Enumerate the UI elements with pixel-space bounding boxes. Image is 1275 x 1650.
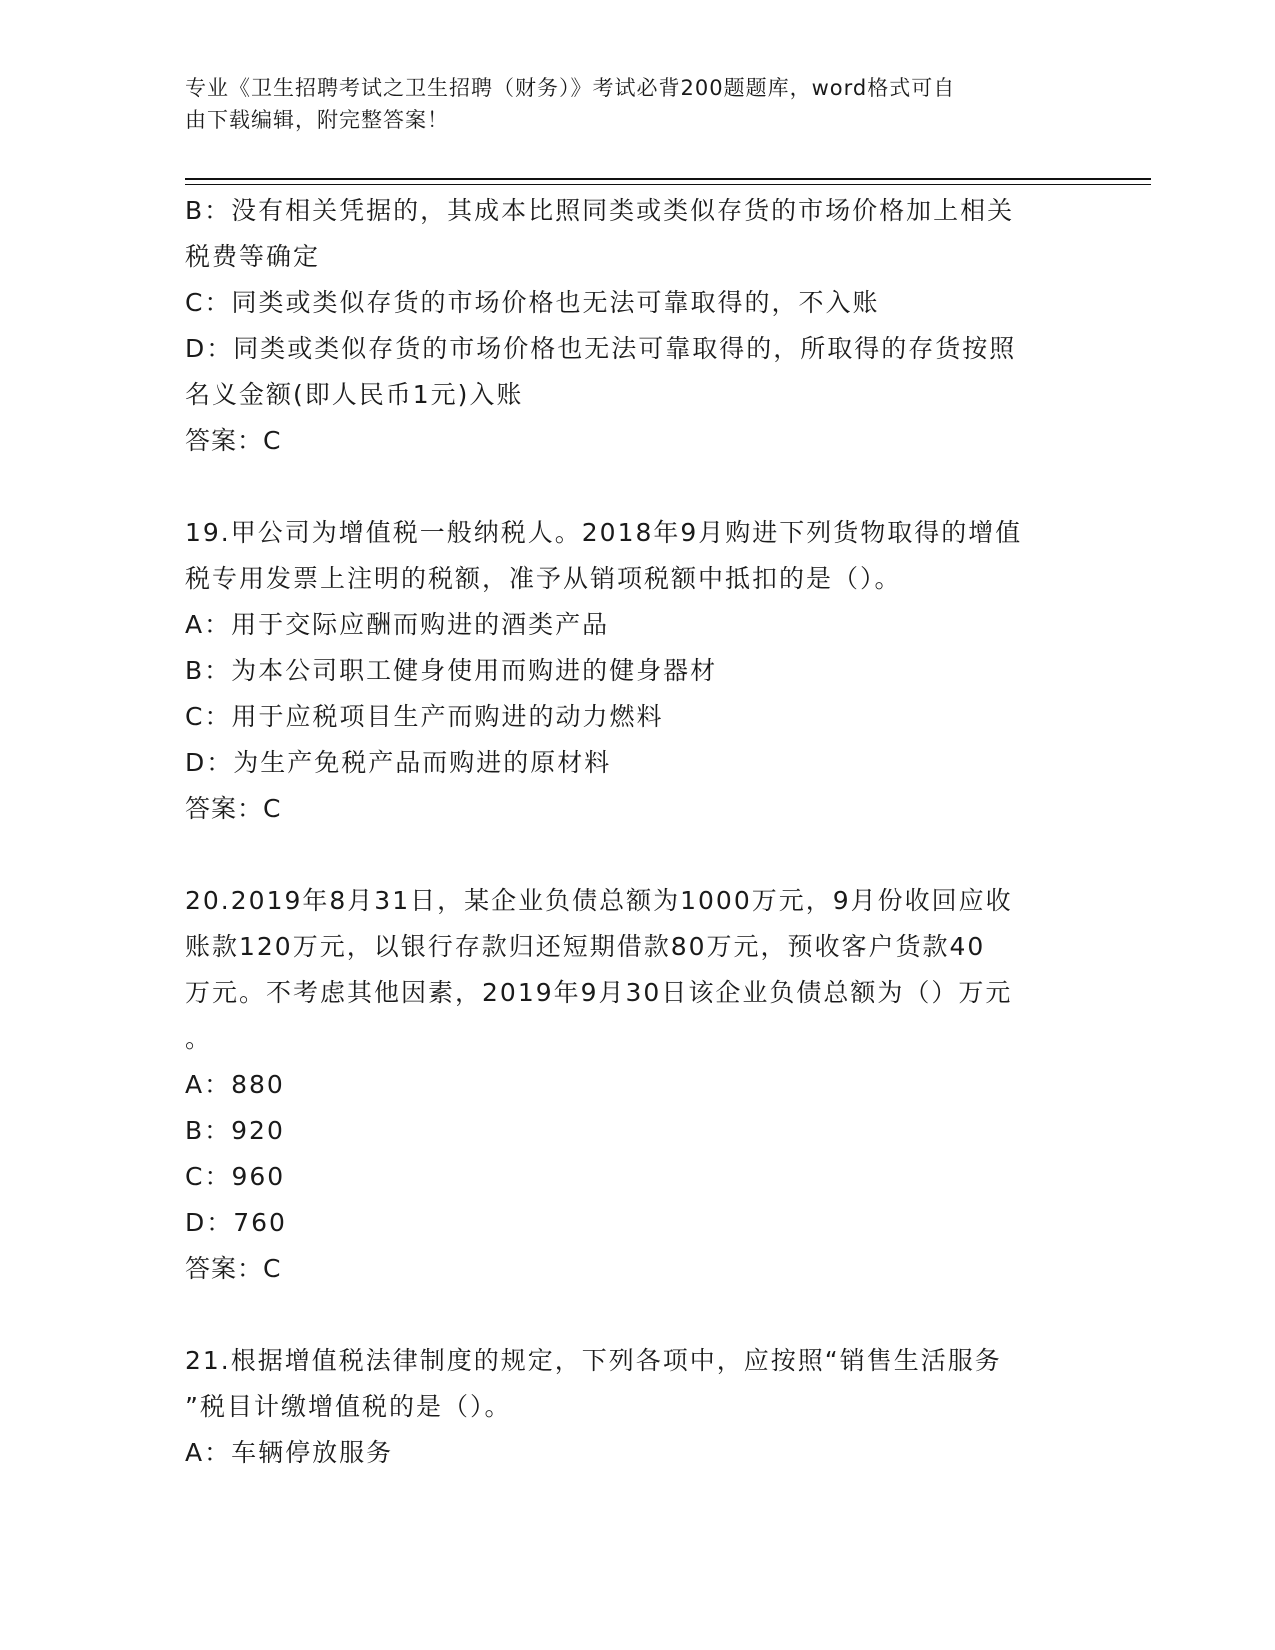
question-stem-line-1: 19.甲公司为增值税一般纳税人。2018年9月购进下列货物取得的增值: [185, 518, 1023, 547]
option-b-line-1: B：没有相关凭据的，其成本比照同类或类似存货的市场价格加上相关: [185, 196, 1015, 225]
answer: 答案：C: [185, 794, 282, 823]
question-stem-line-4: 。: [185, 1024, 213, 1053]
option-a: A：880: [185, 1070, 285, 1099]
option-b: B：为本公司职工健身使用而购进的健身器材: [185, 656, 718, 685]
header-rule-thin: [185, 184, 1151, 185]
answer: 答案：C: [185, 1254, 282, 1283]
question-stem-line-2: 账款120万元，以银行存款归还短期借款80万元，预收客户货款40: [185, 932, 986, 961]
question-19: [185, 510, 1085, 832]
option-a: A：用于交际应酬而购进的酒类产品: [185, 610, 610, 639]
answer: 答案：C: [185, 426, 282, 455]
spacer: [185, 464, 1085, 510]
question-stem-line-1: 20.2019年8月31日，某企业负债总额为1000万元，9月份收回应收: [185, 886, 1013, 915]
option-c: C：960: [185, 1162, 286, 1191]
option-b: B：920: [185, 1116, 285, 1145]
option-c: C：用于应税项目生产而购进的动力燃料: [185, 702, 664, 731]
question-18: [185, 188, 1085, 464]
option-d-line-1: D：同类或类似存货的市场价格也无法可靠取得的，所取得的存货按照: [185, 334, 1017, 363]
option-d: D：为生产免税产品而购进的原材料: [185, 748, 612, 777]
spacer: [185, 1292, 1085, 1338]
question-21: [185, 1338, 1085, 1476]
header-rule-thick: [185, 178, 1151, 180]
spacer: [185, 832, 1085, 878]
question-stem-line-2: 税专用发票上注明的税额，准予从销项税额中抵扣的是（）。: [185, 564, 902, 593]
header-title-line-1: 专业《卫生招聘考试之卫生招聘（财务）》考试必背200题题库，word格式可自: [185, 76, 956, 100]
question-stem-line-3: 万元。不考虑其他因素，2019年9月30日该企业负债总额为（）万元: [185, 978, 1013, 1007]
option-d: D：760: [185, 1208, 287, 1237]
question-stem-line-2: ”税目计缴增值税的是（）。: [185, 1392, 512, 1421]
document-header: [185, 72, 1065, 136]
option-b-line-2: 税费等确定: [185, 242, 321, 271]
option-a: A：车辆停放服务: [185, 1438, 394, 1467]
question-content: [185, 188, 1085, 1476]
question-stem-line-1: 21.根据增值税法律制度的规定，下列各项中，应按照“销售生活服务: [185, 1346, 1002, 1375]
question-20: [185, 878, 1085, 1292]
option-c: C：同类或类似存货的市场价格也无法可靠取得的，不入账: [185, 288, 880, 317]
option-d-line-2: 名义金额(即人民币1元)入账: [185, 380, 524, 409]
header-title-line-2: 由下载编辑，附完整答案！: [185, 108, 449, 132]
